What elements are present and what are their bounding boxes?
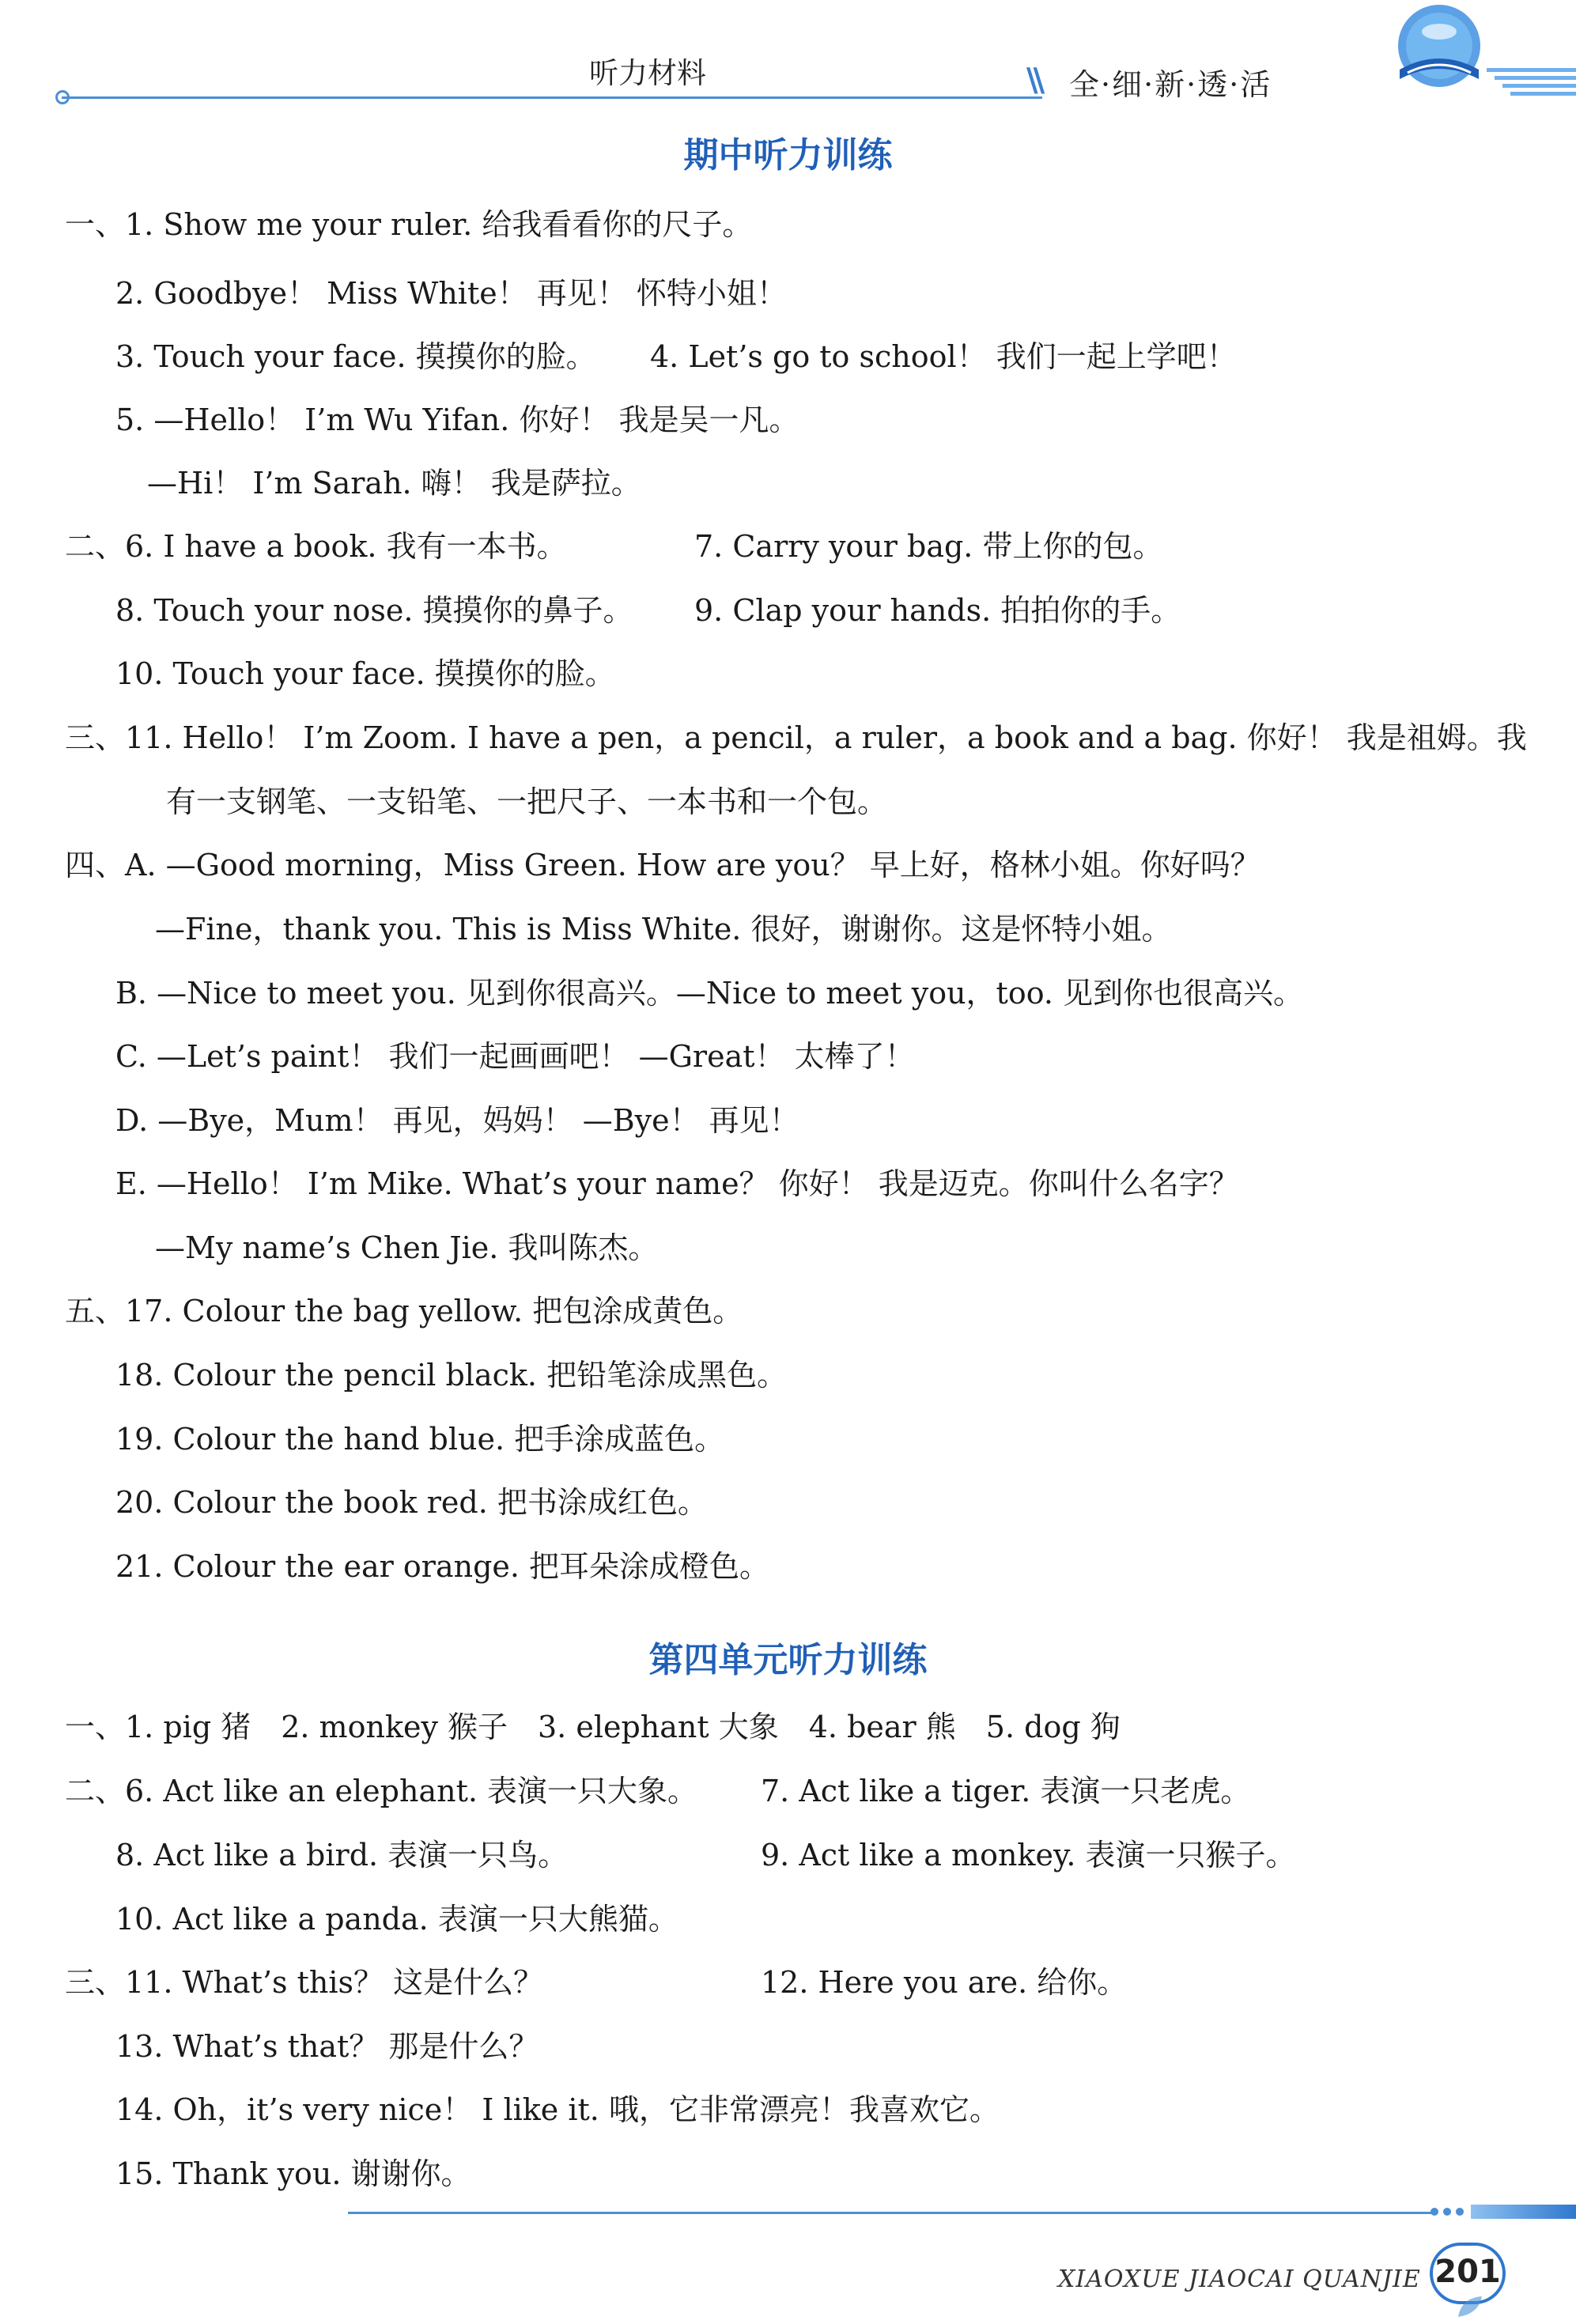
list-item: 4. Let’s go to school！ 我们一起上学吧！ xyxy=(650,339,1237,374)
book-globe-logo-icon xyxy=(1380,0,1499,103)
list-item: 8. Touch your nose. 摸摸你的鼻子。 xyxy=(115,593,633,628)
footer-series-name: XIAOXUE JIAOCAI QUANJIE xyxy=(1058,2265,1421,2293)
list-item: 13. What’s that？ 那是什么？ xyxy=(115,2029,539,2064)
list-item: 3. Touch your face. 摸摸你的脸。 xyxy=(115,339,596,374)
list-item: 7. Carry your bag. 带上你的包。 xyxy=(694,529,1163,564)
section-title-unit4: 第四单元听力训练 xyxy=(648,1640,928,1680)
list-item: 10. Touch your face. 摸摸你的脸。 xyxy=(115,656,615,691)
list-item: 一、1. pig 猪 2. monkey 猴子 3. elephant 大象 4. bear 熊 5. dog 狗 xyxy=(65,1710,1121,1744)
list-item: 14. Oh，it’s very nice！ I like it. 哦，它非常漂亮！我喜欢它。 xyxy=(115,2092,1000,2127)
page-number: 201 xyxy=(1434,2254,1501,2290)
list-item: 7. Act like a tiger. 表演一只老虎。 xyxy=(761,1774,1251,1808)
footer-rule xyxy=(348,2212,1431,2214)
header-slash-mark: \\ xyxy=(1026,62,1041,99)
header-stripes-decoration xyxy=(1487,68,1576,100)
list-item: B. —Nice to meet you. 见到你很高兴。—Nice to meet you，too. 见到你也很高兴。 xyxy=(115,976,1304,1011)
list-item: 一、1. Show me your ruler. 给我看看你的尺子。 xyxy=(65,207,753,242)
leaf-icon xyxy=(1455,2293,1487,2320)
list-item: 三、11. What’s this？ 这是什么？ xyxy=(65,1965,544,2000)
list-item: 5. —Hello！ I’m Wu Yifan. 你好！ 我是吴一凡。 xyxy=(115,402,799,437)
list-item: —My name’s Chen Jie. 我叫陈杰。 xyxy=(155,1230,659,1265)
page-header-title: 听力材料 xyxy=(589,56,706,90)
list-item: 2. Goodbye！ Miss White！ 再见！ 怀特小姐！ xyxy=(115,276,787,311)
footer-bar-decoration xyxy=(1471,2205,1576,2219)
list-item: 9. Clap your hands. 拍拍你的手。 xyxy=(694,593,1181,628)
header-rule xyxy=(62,96,1042,99)
list-item: —Hi！ I’m Sarah. 嗨！ 我是萨拉。 xyxy=(147,466,641,501)
list-item: D. —Bye，Mum！ 再见，妈妈！ —Bye！ 再见！ xyxy=(115,1103,799,1138)
list-item: 有一支钢笔、一支铅笔、一把尺子、一本书和一个包。 xyxy=(166,784,888,819)
list-item: 三、11. Hello！ I’m Zoom. I have a pen，a pencil，a ruler，a book and a bag. 你好！ 我是祖姆。我 xyxy=(65,720,1527,755)
list-item: 五、17. Colour the bag yellow. 把包涂成黄色。 xyxy=(65,1294,743,1328)
list-item: 15. Thank you. 谢谢你。 xyxy=(115,2156,471,2191)
list-item: E. —Hello！ I’m Mike. What’s your name？ 你好！ 我是迈克。你叫什么名字？ xyxy=(115,1166,1239,1201)
list-item: 12. Here you are. 给你。 xyxy=(761,1965,1128,2000)
footer-dots-decoration xyxy=(1430,2205,1471,2219)
list-item: 18. Colour the pencil black. 把铅笔涂成黑色。 xyxy=(115,1358,788,1393)
list-item: C. —Let’s paint！ 我们一起画画吧！ —Great！ 太棒了！ xyxy=(115,1039,915,1074)
list-item: 二、6. I have a book. 我有一本书。 xyxy=(65,529,567,564)
list-item: —Fine，thank you. This is Miss White. 很好，谢谢你。这是怀特小姐。 xyxy=(155,912,1172,947)
list-item: 四、A. —Good morning，Miss Green. How are you？ 早上好，格林小姐。你好吗？ xyxy=(65,848,1260,882)
header-motto: 全·细·新·透·活 xyxy=(1069,67,1272,102)
section-title-midterm: 期中听力训练 xyxy=(683,135,893,176)
list-item: 二、6. Act like an elephant. 表演一只大象。 xyxy=(65,1774,698,1808)
list-item: 20. Colour the book red. 把书涂成红色。 xyxy=(115,1485,708,1520)
list-item: 19. Colour the hand blue. 把手涂成蓝色。 xyxy=(115,1422,725,1457)
list-item: 21. Colour the ear orange. 把耳朵涂成橙色。 xyxy=(115,1549,770,1584)
list-item: 9. Act like a monkey. 表演一只猴子。 xyxy=(761,1838,1296,1872)
list-item: 10. Act like a panda. 表演一只大熊猫。 xyxy=(115,1902,678,1937)
list-item: 8. Act like a bird. 表演一只鸟。 xyxy=(115,1838,569,1872)
